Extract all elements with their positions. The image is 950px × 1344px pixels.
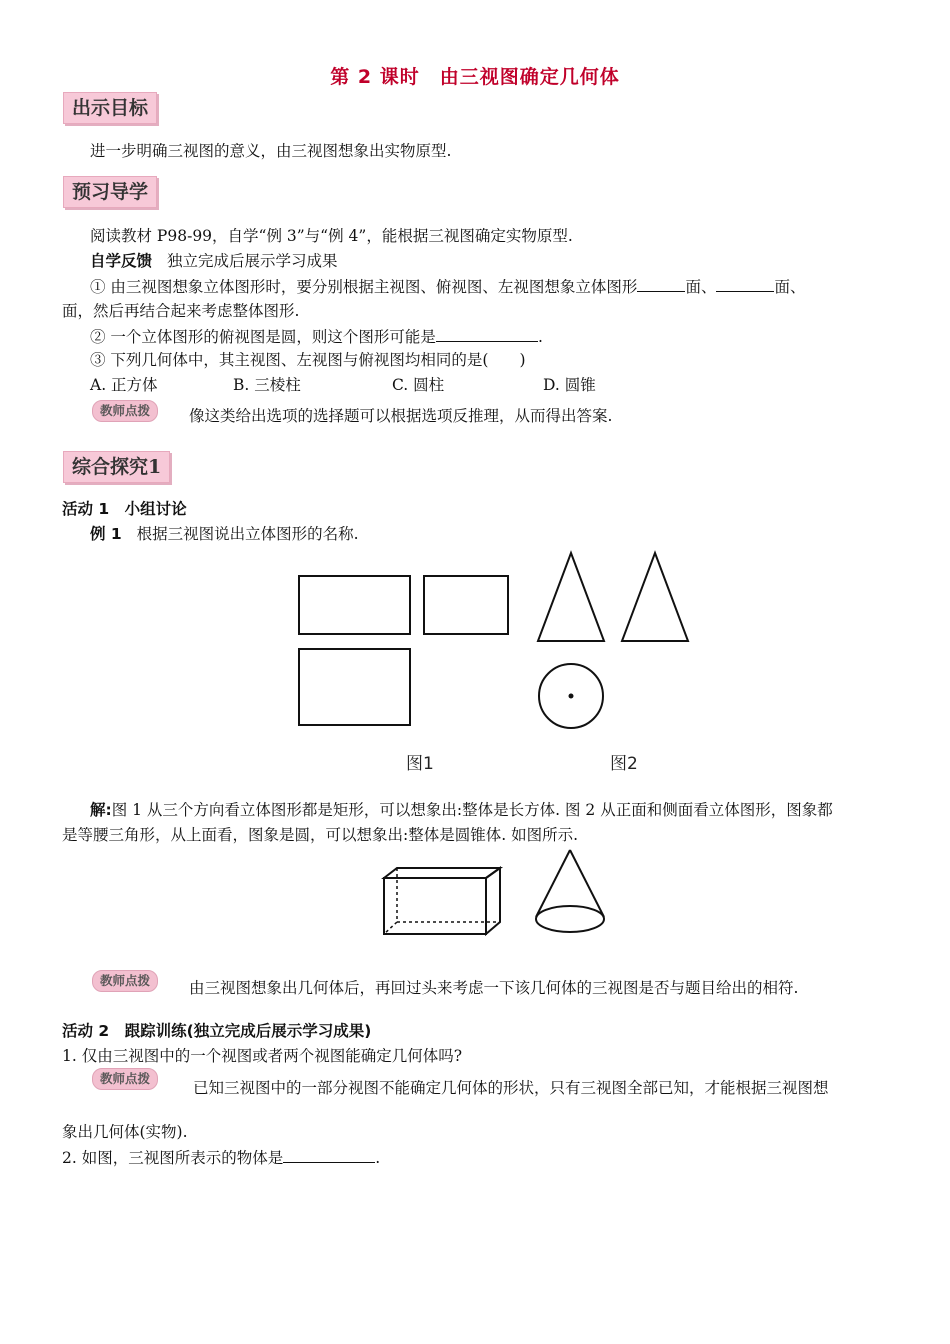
section-banner-preview: 预习导学 — [63, 176, 157, 208]
activity-1-title: 活动 1 小组讨论 — [62, 500, 187, 518]
cuboid-top-face — [384, 868, 500, 878]
teacher-tip-1: 像这类给出选项的选择题可以根据选项反推理，从而得出答案. — [189, 407, 613, 425]
teacher-tip-3-line1: 已知三视图中的一部分视图不能确定几何体的形状，只有三视图全部已知，才能根据三视图想 — [193, 1079, 829, 1097]
circle-center-dot — [569, 694, 574, 699]
option-c: C. 圆柱 — [392, 376, 445, 394]
solid-figures — [375, 842, 615, 942]
activity-2-question-1: 1. 仅由三视图中的一个视图或者两个视图能确定几何体吗? — [62, 1047, 463, 1065]
answer-blank-1 — [637, 276, 685, 292]
teacher-tip-2: 由三视图想象出几何体后，再回过头来考虑一下该几何体的三视图是否与题目给出的相符. — [189, 979, 799, 997]
solution-label: 解: — [90, 801, 112, 819]
example-1-text: 根据三视图说出立体图形的名称. — [136, 525, 359, 543]
cone-base-ellipse — [536, 906, 604, 932]
section-banner-goal: 出示目标 — [63, 92, 157, 124]
question-1-mid2: 面、 — [774, 278, 806, 296]
page-title: 第 2 课时 由三视图确定几何体 — [330, 66, 620, 88]
side-view-triangle — [622, 553, 688, 641]
solution-line-1 — [90, 800, 833, 820]
front-view-rectangle — [299, 576, 410, 634]
question-2-end: . — [537, 328, 543, 346]
activity-2-question-2-end: . — [375, 1149, 381, 1167]
activity-2-title: 活动 2 跟踪训练(独立完成后展示学习成果) — [62, 1022, 372, 1040]
three-views-figure — [290, 545, 700, 775]
teacher-tip-3-line2: 象出几何体(实物). — [62, 1123, 188, 1141]
question-2-line — [90, 326, 543, 347]
answer-blank-4 — [283, 1147, 375, 1163]
figure-2-label: 图2 — [610, 754, 638, 774]
question-1-line1 — [90, 276, 805, 297]
question-1-mid1: 面、 — [685, 278, 717, 296]
option-d: D. 圆锥 — [543, 376, 596, 394]
solution-text-1: 图 1 从三个方向看立体图形都是矩形，可以想象出:整体是长方体. 图 2 从正面和侧面看立体图形，图象都 — [111, 801, 833, 819]
example-1-line — [90, 524, 359, 544]
example-1-label: 例 1 — [90, 525, 122, 543]
activity-2-question-2: 2. 如图，三视图所表示的物体是 — [62, 1149, 284, 1167]
option-a: A. 正方体 — [90, 376, 158, 394]
figure-1-views — [299, 576, 508, 725]
cuboid-right-face — [486, 868, 500, 934]
activity-2-question-2-line — [62, 1147, 380, 1168]
question-1-text: ① 由三视图想象立体图形时，要分别根据主视图、俯视图、左视图想象立体图形 — [90, 278, 638, 296]
cuboid-front-face — [384, 878, 486, 934]
answer-blank-3 — [436, 326, 538, 342]
self-feedback-line — [90, 251, 337, 271]
option-b: B. 三棱柱 — [233, 376, 301, 394]
cuboid-figure — [384, 868, 500, 934]
question-3-text: ③ 下列几何体中，其主视图、左视图与俯视图均相同的是( ) — [90, 351, 526, 369]
section-banner-explore: 综合探究1 — [63, 451, 170, 483]
cuboid-hidden-edge-depth — [384, 922, 397, 934]
teacher-tip-badge-2: 教师点拨 — [92, 970, 158, 992]
top-view-rectangle — [299, 649, 410, 725]
side-view-rectangle — [424, 576, 508, 634]
front-view-triangle — [538, 553, 604, 641]
question-1-line2: 面，然后再结合起来考虑整体图形. — [62, 302, 300, 320]
teacher-tip-badge-1: 教师点拨 — [92, 400, 158, 422]
answer-blank-2 — [716, 276, 774, 292]
cone-figure — [536, 850, 604, 932]
teacher-tip-badge-3: 教师点拨 — [92, 1068, 158, 1090]
self-feedback-label: 自学反馈 — [90, 252, 153, 270]
figure-2-views — [538, 553, 688, 728]
self-feedback-note: 独立完成后展示学习成果 — [166, 252, 338, 270]
question-2-text: ② 一个立体图形的俯视图是圆，则这个图形可能是 — [90, 328, 436, 346]
preview-reading: 阅读教材 P98-99，自学“例 3”与“例 4”，能根据三视图确定实物原型. — [90, 227, 573, 245]
goal-text: 进一步明确三视图的意义，由三视图想象出实物原型. — [90, 142, 452, 160]
figure-1-label: 图1 — [406, 754, 434, 774]
solution-line-2: 是等腰三角形，从上面看，图象是圆，可以想象出:整体是圆锥体. 如图所示. — [62, 826, 579, 844]
